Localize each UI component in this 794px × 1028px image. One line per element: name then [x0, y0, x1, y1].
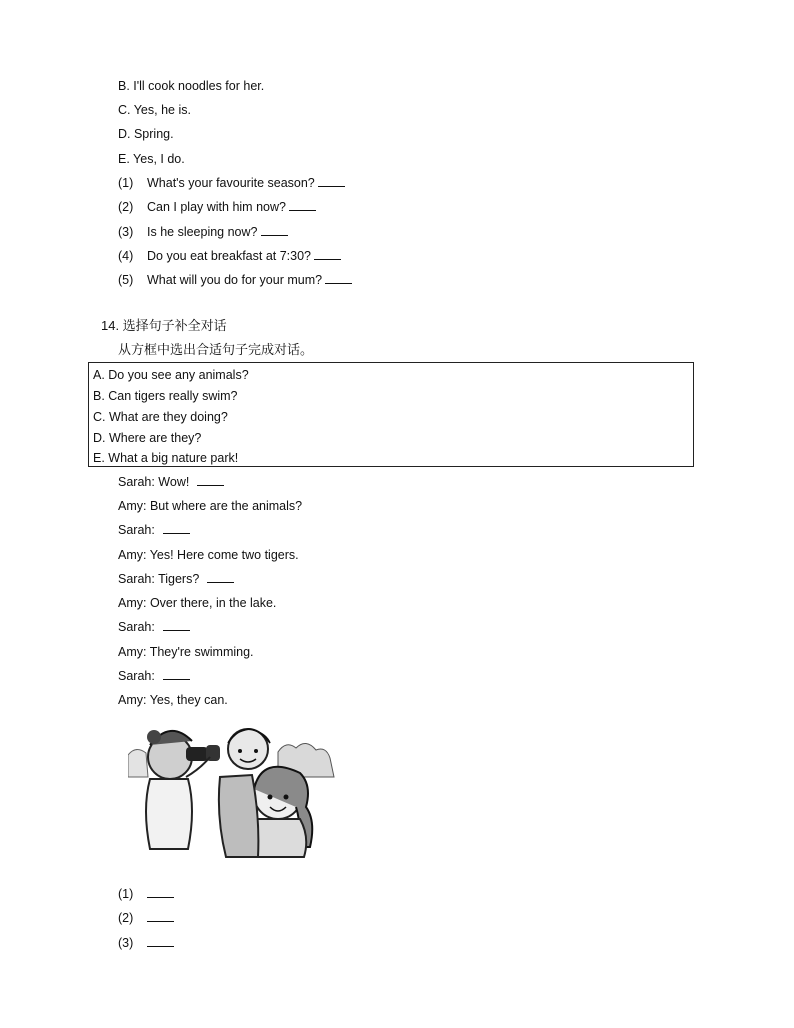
dialogue-blank[interactable]	[197, 474, 224, 486]
dialogue-blank[interactable]	[163, 522, 190, 534]
item-number: (2)	[118, 200, 134, 214]
box-option-d: D. Where are they?	[93, 431, 202, 445]
item-question: Is he sleeping now?	[147, 224, 288, 240]
question-14-title: 14. 选择句子补全对话	[101, 318, 227, 333]
dialogue-line: Sarah: Tigers?	[118, 571, 234, 587]
dialogue-line: Sarah:	[118, 619, 190, 635]
answer-blank[interactable]	[147, 886, 174, 898]
option-b: B. I'll cook noodles for her.	[118, 79, 265, 93]
dialogue-blank[interactable]	[207, 571, 234, 583]
option-box	[88, 362, 694, 467]
item-question: What's your favourite season?	[147, 175, 345, 191]
dialogue-blank[interactable]	[163, 619, 190, 631]
answer-number: (2)	[118, 911, 134, 925]
item-question: What will you do for your mum?	[147, 272, 352, 288]
box-option-b: B. Can tigers really swim?	[93, 389, 238, 403]
option-c: C. Yes, he is.	[118, 103, 191, 117]
dialogue-line: Sarah:	[118, 522, 190, 538]
dialogue-line: Amy: Yes! Here come two tigers.	[118, 548, 299, 562]
item-number: (3)	[118, 225, 134, 239]
dialogue-line: Amy: Over there, in the lake.	[118, 596, 277, 610]
box-option-e: E. What a big nature park!	[93, 451, 239, 465]
dialogue-line: Amy: But where are the animals?	[118, 499, 303, 513]
item-question: Can I play with him now?	[147, 199, 316, 215]
answer-slot	[147, 886, 174, 902]
question-14-instruction: 从方框中选出合适句子完成对话。	[118, 342, 314, 357]
answer-blank[interactable]	[147, 935, 174, 947]
children-binoculars-illustration	[128, 717, 338, 859]
answer-blank[interactable]	[147, 910, 174, 922]
box-option-a: A. Do you see any animals?	[93, 368, 249, 382]
answer-slot	[147, 935, 174, 951]
dialogue-blank[interactable]	[163, 668, 190, 680]
item-number: (5)	[118, 273, 134, 287]
answer-slot	[147, 910, 174, 926]
box-option-c: C. What are they doing?	[93, 410, 228, 424]
item-number: (4)	[118, 249, 134, 263]
item-question: Do you eat breakfast at 7:30?	[147, 248, 341, 264]
answer-blank[interactable]	[325, 272, 352, 284]
option-d: D. Spring.	[118, 127, 174, 141]
answer-blank[interactable]	[261, 224, 288, 236]
dialogue-line: Amy: Yes, they can.	[118, 693, 228, 707]
dialogue-line: Sarah:	[118, 668, 190, 684]
dialogue-line: Amy: They're swimming.	[118, 645, 254, 659]
answer-number: (1)	[118, 887, 134, 901]
item-number: (1)	[118, 176, 134, 190]
answer-blank[interactable]	[314, 248, 341, 260]
dialogue-line: Sarah: Wow!	[118, 474, 224, 490]
answer-blank[interactable]	[289, 199, 316, 211]
option-e: E. Yes, I do.	[118, 152, 185, 166]
answer-number: (3)	[118, 936, 134, 950]
answer-blank[interactable]	[318, 175, 345, 187]
